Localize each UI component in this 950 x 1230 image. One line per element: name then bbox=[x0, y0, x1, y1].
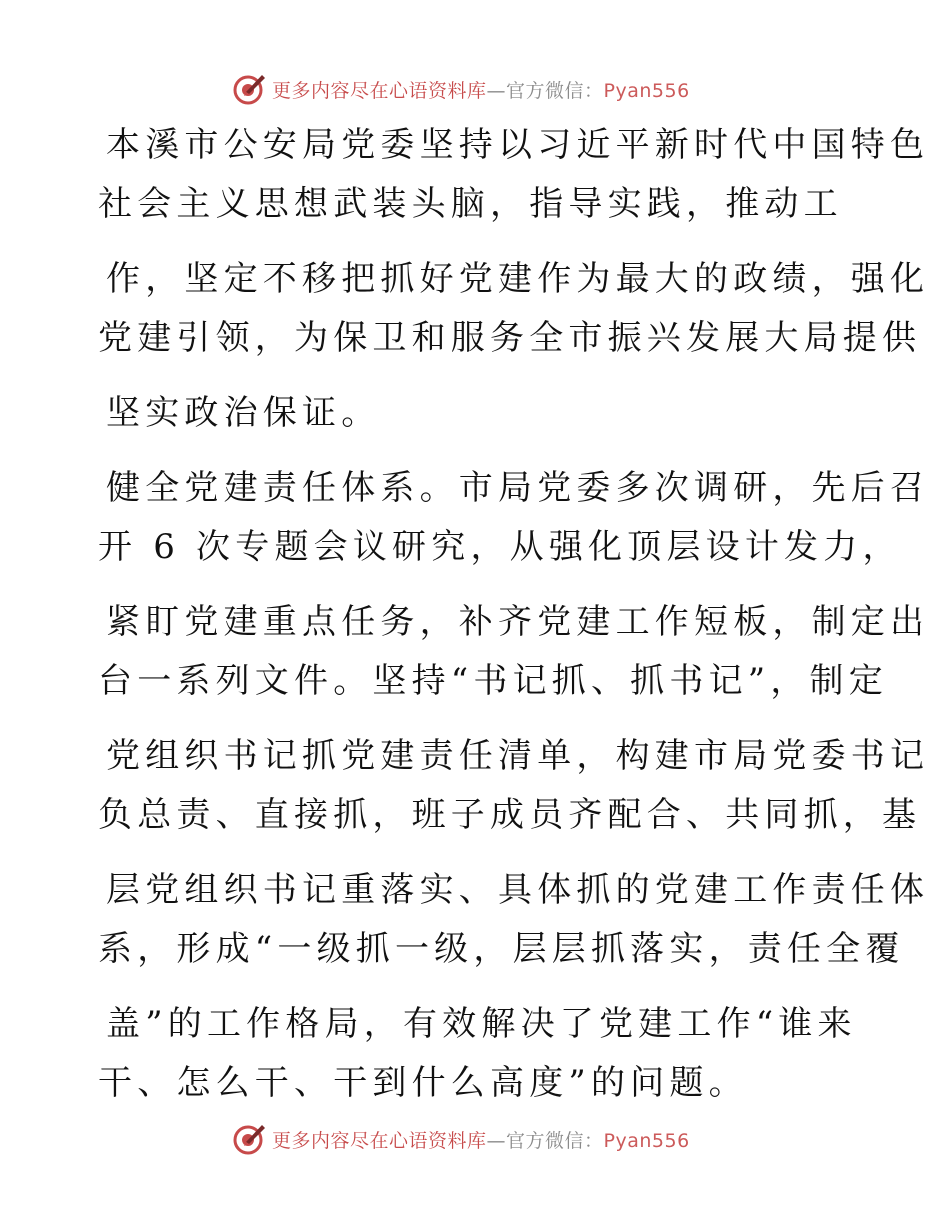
footer-banner bbox=[0, 1120, 950, 1160]
header-banner-wechat-id: Pyan556 bbox=[603, 80, 690, 102]
footer-banner-dash: — bbox=[486, 1130, 507, 1152]
paragraph-line-11: 负总责、直接抓，班子成员齐配合、共同抓，基 bbox=[98, 795, 922, 835]
footer-banner-text bbox=[272, 1126, 690, 1153]
header-banner bbox=[0, 70, 950, 110]
header-banner-text bbox=[272, 76, 690, 103]
paragraph-line-3: 作，坚定不移把抓好党建作为最大的政绩，强化 bbox=[106, 259, 930, 299]
paragraph-line-6: 健全党建责任体系。市局党委多次调研，先后召 bbox=[106, 468, 930, 508]
pen-circle-logo-icon bbox=[232, 72, 266, 106]
paragraph-line-12: 层党组织书记重落实、具体抓的党建工作责任体 bbox=[106, 870, 930, 910]
footer-banner-official: 官方微信： bbox=[506, 1130, 604, 1152]
paragraph-line-4: 党建引领，为保卫和服务全市振兴发展大局提供 bbox=[98, 318, 922, 358]
header-banner-dash: — bbox=[486, 80, 507, 102]
paragraph-line-13: 系，形成“一级抓一级，层层抓落实，责任全覆 bbox=[98, 929, 905, 969]
paragraph-line-15: 干、怎么干、干到什么高度”的问题。 bbox=[98, 1063, 748, 1103]
paragraph-line-8: 紧盯党建重点任务，补齐党建工作短板，制定出 bbox=[106, 602, 930, 642]
paragraph-line-7: 开 6 次专题会议研究，从强化顶层设计发力， bbox=[98, 527, 902, 567]
footer-banner-main: 更多内容尽在心语资料库 bbox=[272, 1130, 487, 1152]
paragraph-line-2: 社会主义思想武装头脑，指导实践，推动工 bbox=[98, 184, 843, 224]
footer-banner-wechat-id: Pyan556 bbox=[603, 1130, 690, 1152]
paragraph-line-5: 坚实政治保证。 bbox=[106, 393, 381, 433]
paragraph-line-14: 盖”的工作格局，有效解决了党建工作“谁来 bbox=[106, 1004, 857, 1044]
paragraph-line-1: 本溪市公安局党委坚持以习近平新时代中国特色 bbox=[106, 125, 930, 165]
paragraph-line-10: 党组织书记抓党建责任清单，构建市局党委书记 bbox=[106, 736, 930, 776]
paragraph-line-9: 台一系列文件。坚持“书记抓、抓书记”，制定 bbox=[98, 661, 888, 701]
header-banner-official: 官方微信： bbox=[506, 80, 604, 102]
header-banner-main: 更多内容尽在心语资料库 bbox=[272, 80, 487, 102]
pen-circle-logo-icon bbox=[232, 1122, 266, 1156]
